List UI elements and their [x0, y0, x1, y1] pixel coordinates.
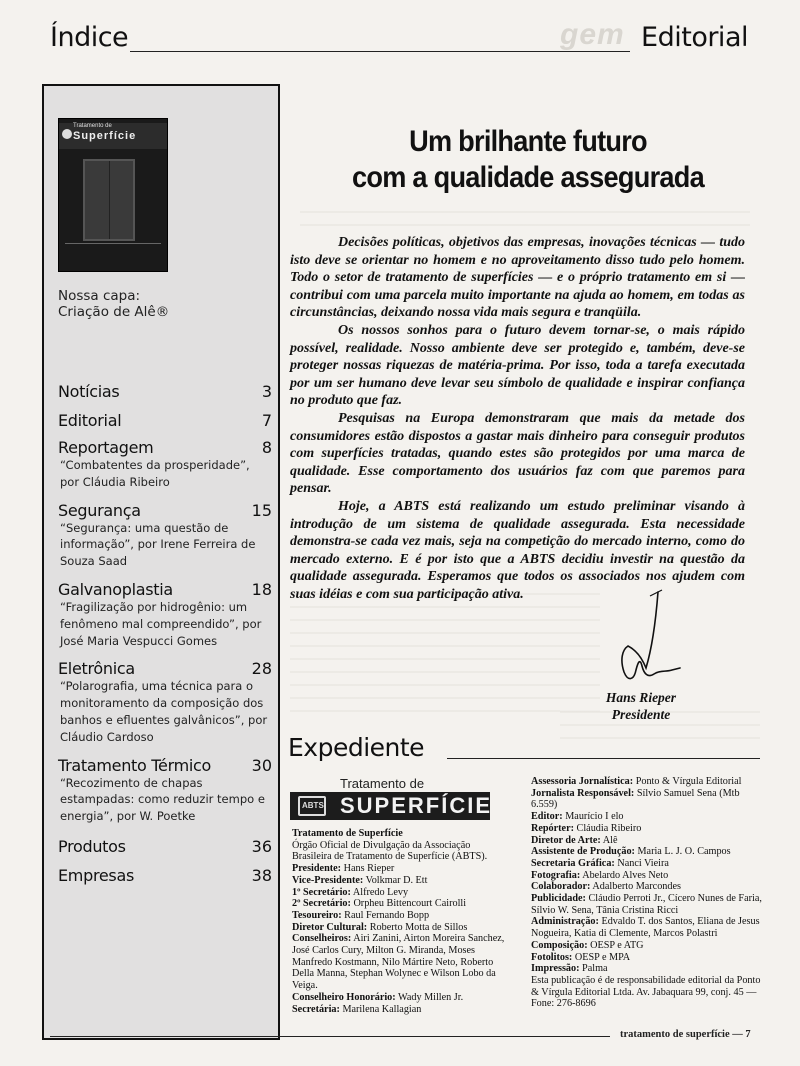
credit-line	[292, 875, 508, 887]
toc-entry-page: 3	[261, 382, 272, 401]
toc-entry-title: Notícias	[58, 382, 120, 401]
credit-label: 2º Secretário:	[292, 898, 351, 910]
credit-line	[292, 1004, 508, 1016]
credit-line	[292, 922, 508, 934]
credit-line	[531, 963, 767, 975]
credit-value: OESP e ATG	[587, 939, 644, 951]
credit-label: Conselheiro Honorário:	[292, 991, 396, 1003]
credit-value: Alfredo Levy	[350, 886, 409, 898]
toc-entry[interactable]	[58, 837, 272, 856]
credit-label: Assessoria Jornalística:	[531, 776, 634, 787]
credit-value: Cláudio Perroti Jr., Cícero Nunes de Faria, Sílvio W. Sena, Tânia Cristina Ricci	[531, 893, 762, 916]
toc-entry-page: 36	[251, 836, 272, 856]
toc-entry[interactable]	[58, 580, 272, 649]
editorial-paragraph: Hoje, a ABTS está realizando um estudo preliminar visando à introdução de um sistema de qualidade assegurada. Esta necessidade demonstra-se cada vez mais, seja na competição do mercado interno, como do mercado externo. E é por isto que a ABTS decidiu investir na questão da qualidade assegurada. Esperamos que todos os associados nos ajudem com suas idéias e com sua participação ativa.	[290, 498, 745, 602]
credit-value: Orpheu Bittencourt Cairolli	[350, 898, 467, 910]
expediente-rule	[447, 758, 760, 759]
credit-label: Editor:	[531, 811, 563, 823]
toc-entry[interactable]	[58, 411, 272, 430]
credit-label: Impressão:	[531, 963, 580, 975]
cover-caption-band	[65, 243, 161, 263]
credit-label: Fotolitos:	[531, 951, 573, 963]
credit-label: Tesoureiro:	[292, 909, 342, 921]
toc-entry-description: “Segurança: uma questão de informação”, por Irene Ferreira de Souza Saad	[60, 520, 256, 569]
credit-line	[531, 916, 767, 939]
signature-role: Presidente	[611, 707, 671, 722]
index-sidebar	[42, 84, 280, 1040]
toc-entry-description: “Fragilização por hidrogênio: um fenômeno mal compreendido”, por José Maria Vespucci Gomes	[60, 599, 262, 648]
table-of-contents	[58, 382, 272, 885]
toc-entry-page: 18	[251, 579, 272, 599]
credit-line	[292, 828, 508, 840]
abts-logo-icon	[62, 129, 72, 139]
logo-name: SUPERFÍCIE	[340, 793, 493, 818]
credit-value: Alê	[600, 834, 618, 846]
credit-value: Palma	[579, 963, 608, 975]
credit-label: Jornalista Responsável:	[531, 787, 635, 799]
credit-value: Cláudia Ribeiro	[574, 822, 642, 834]
credit-line	[531, 776, 767, 788]
credit-value: Adalberto Marcondes	[590, 881, 681, 893]
toc-entry[interactable]	[58, 382, 272, 401]
credit-label: Secretaria Gráfica:	[531, 857, 615, 869]
credit-label: Conselheiros:	[292, 933, 352, 945]
editorial-paragraph: Decisões políticas, objetivos das empresas, inovações técnicas — tudo isto deve se orientar no homem e no aproveitamento disso tudo pelo homem. Todo o setor de tratamento de superfícies — e o próprio tratamento em si — contribui com uma parcela muito importante na ajuda ao homem, em todas as circunstâncias, deixando nossa vida mais segura e tranqüila.	[290, 235, 745, 321]
toc-entry-page: 38	[251, 865, 272, 885]
credit-line	[531, 823, 767, 835]
toc-entry-title: Galvanoplastia	[58, 579, 173, 599]
credit-line	[292, 992, 508, 1004]
header-index-label: Índice	[50, 22, 129, 53]
credit-value: Raul Fernando Bopp	[341, 909, 430, 921]
credit-value: Volkmar D. Ett	[363, 874, 428, 886]
credit-label: Repórter:	[531, 822, 574, 834]
expediente-right-column	[531, 776, 767, 1010]
credit-label: Fotografia:	[531, 869, 581, 881]
credit-value: Wady Millen Jr.	[395, 991, 464, 1003]
signature-block	[597, 689, 685, 723]
credit-line	[292, 898, 508, 910]
credit-value: Airi Zanini, Airton Moreira Sanchez, José Carlos Cury, Milton G. Miranda, Moses Manfredo Kostmann, Nilo Mártire Neto, Roberto Della Manna, Stephan Wolynec e Wilson Lobo da Veiga.	[292, 933, 505, 992]
toc-entry[interactable]	[58, 659, 272, 745]
toc-entry[interactable]	[58, 866, 272, 885]
credit-label: Diretor Cultural:	[292, 921, 368, 933]
footer-rule	[50, 1036, 610, 1037]
credit-line	[292, 933, 508, 992]
credit-value: Ponto & Vírgula Editorial	[633, 776, 742, 787]
credit-value: Nanci Vieira	[614, 857, 669, 869]
signature-name: Hans Rieper	[605, 690, 677, 705]
credit-value: Esta publicação é de responsabilidade editorial da Ponto & Vírgula Editorial Ltda. Av. Jabaquara 99, conj. 45 — Fone: 276-8696	[531, 974, 761, 1010]
toc-entry-description: “Recozimento de chapas estampadas: como reduzir tempo e energia”, por W. Poetke	[60, 775, 265, 824]
credit-label: Administração:	[531, 916, 599, 928]
toc-entry-page: 7	[261, 411, 272, 430]
toc-entry-title: Reportagem	[58, 438, 154, 457]
credit-line	[531, 858, 767, 870]
credit-label: 1º Secretário:	[292, 886, 351, 898]
credit-label: Presidente:	[292, 863, 342, 875]
credit-line	[292, 887, 508, 899]
toc-entry-description: “Polarografia, uma técnica para o monitoramento da composição dos banhos e efluentes galvânicos”, por Cláudio Cardoso	[60, 679, 268, 744]
editorial-title: Um brilhante futuro com a qualidade assegurada	[352, 125, 704, 194]
credit-label: Vice-Presidente:	[292, 874, 364, 886]
credit-line	[531, 952, 767, 964]
toc-entry-title: Editorial	[58, 411, 122, 430]
credit-label: Assistente de Produção:	[531, 846, 635, 858]
credit-line	[292, 840, 508, 863]
header-rule	[130, 51, 630, 52]
toc-entry-page: 28	[251, 659, 272, 679]
credit-line	[531, 975, 767, 1010]
cover-top-text: Tratamento de	[73, 123, 112, 129]
signature-icon	[606, 588, 686, 690]
credit-value: Maria L. J. O. Campos	[634, 846, 731, 858]
credit-value: Órgão Oficial de Divulgação da Associação Brasileira de Tratamento de Superfície (ABTS).	[292, 839, 488, 863]
credit-line	[531, 893, 767, 916]
credit-label: Tratamento de Superfície	[292, 828, 403, 839]
expediente-left-column	[292, 828, 508, 1015]
editorial-paragraph: Pesquisas na Europa demonstraram que mais da metade dos consumidores estão dispostos a gastar mais dinheiro para conseguir produtos com superfícies tratadas, quando estes são protegidos por uma marca de qualidade. Esse comportamento dos usuários faz com que paremos para pensar.	[290, 410, 745, 497]
credit-value: Abelardo Alves Neto	[580, 869, 669, 881]
toc-entry-page: 30	[251, 755, 272, 775]
credit-label: Diretor de Arte:	[531, 834, 601, 846]
credit-value: Roberto Motta de Sillos	[367, 921, 468, 933]
credit-value: Marilena Kallagian	[339, 1003, 422, 1015]
credit-line	[531, 940, 767, 952]
toc-entry-page: 8	[261, 438, 272, 457]
header-section-label: Editorial	[641, 22, 748, 53]
cover-thumbnail[interactable]	[58, 118, 168, 272]
credit-label: Publicidade:	[531, 893, 586, 905]
cover-name: Superfície	[73, 130, 137, 142]
toc-entry-title: Segurança	[58, 500, 141, 520]
toc-entry[interactable]	[58, 501, 272, 570]
toc-entry-description: “Combatentes da prosperidade”, por Cláudia Ribeiro	[60, 458, 250, 489]
credit-line	[531, 846, 767, 858]
editorial-paragraph: Os nossos sonhos para o futuro devem tornar-se, o mais rápido possível, realidade. Nosso ambiente deve ser protegido e, também, deve-se proteger nossas riquezas de matéria-prima. Por isso, toda a tarefa executada por um ser humano deve levar seu símbolo de qualidade e inspirar confiança no produto que faz.	[290, 322, 745, 409]
cover-credit: Nossa capa: Criação de Alê®	[58, 288, 170, 320]
toc-entry[interactable]	[58, 438, 272, 491]
credit-line	[531, 881, 767, 893]
credit-line	[531, 835, 767, 847]
credit-line	[531, 788, 767, 811]
credit-value: Edvaldo T. dos Santos, Eliana de Jesus Nogueira, Katia di Clemente, Marcos Polastri	[531, 916, 760, 940]
toc-entry-title: Produtos	[58, 836, 126, 856]
toc-entry[interactable]	[58, 756, 272, 825]
logo-top-text: Tratamento de	[340, 776, 425, 791]
magazine-logo	[290, 776, 493, 822]
toc-entry-title: Tratamento Térmico	[58, 755, 212, 775]
toc-entry-page: 15	[251, 500, 272, 520]
abts-mark-icon: ABTS	[298, 796, 326, 816]
ghost-lines	[300, 200, 750, 230]
footer-folio: tratamento de superfície — 7	[620, 1029, 751, 1040]
credit-value: Maurício I elo	[562, 811, 624, 823]
credit-value: OESP e MPA	[572, 951, 631, 963]
credit-value: Hans Rieper	[341, 863, 395, 875]
expediente-title: Expediente	[288, 733, 425, 762]
credit-line	[531, 870, 767, 882]
door-illustration	[83, 159, 135, 241]
credit-label: Colaborador:	[531, 881, 591, 893]
credit-value: Sílvio Samuel Sena (Mtb 6.559)	[531, 787, 740, 811]
ghost-header: gem	[560, 18, 625, 51]
credit-line	[531, 811, 767, 823]
credit-line	[292, 863, 508, 875]
credit-label: Secretária:	[292, 1003, 340, 1015]
toc-entry-title: Empresas	[58, 865, 134, 885]
credit-line	[292, 910, 508, 922]
credit-label: Composição:	[531, 939, 588, 951]
toc-entry-title: Eletrônica	[58, 659, 135, 679]
editorial-body	[290, 234, 745, 603]
